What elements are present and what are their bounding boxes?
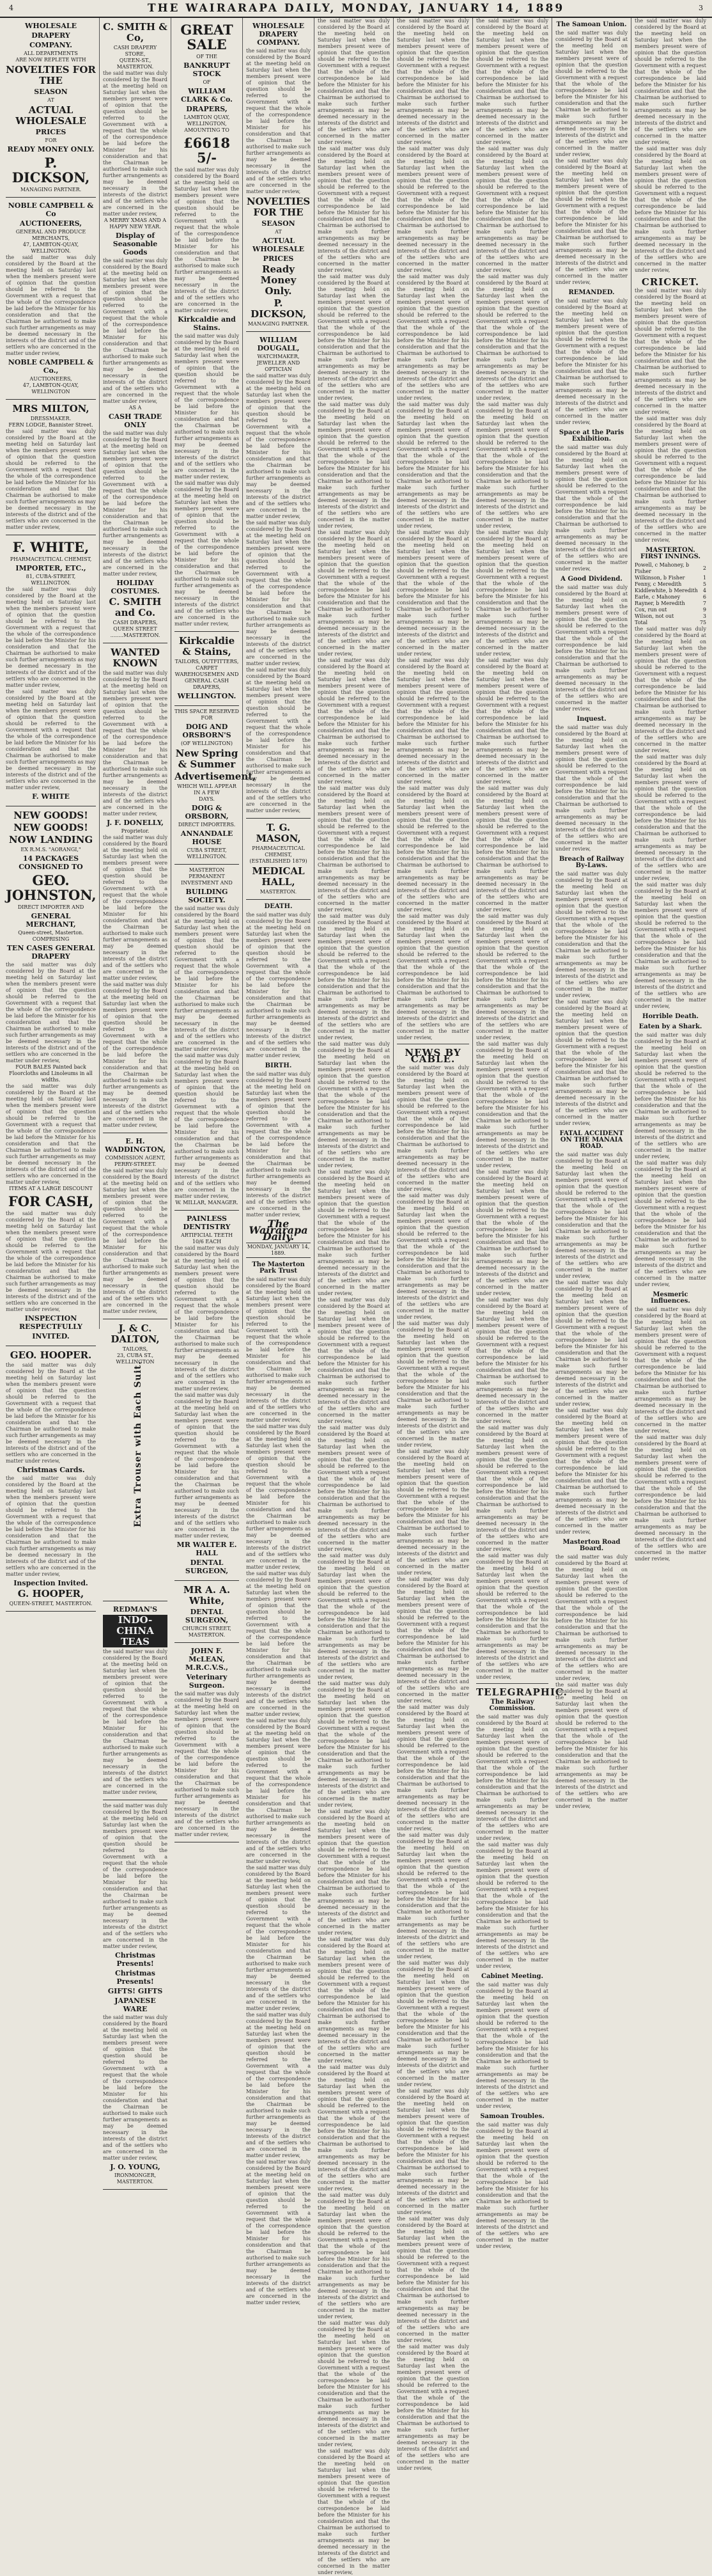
headline-road-board: Masterton Road Board. bbox=[562, 1539, 621, 1552]
ad-waddington: E. H. WADDINGTON, COMMISSION AGENT, PERRY-STREET. the said matter was duly considered by the Board at the meeting held on Saturday last when the members present were of opinion that the question should be referred to the Government with a request that the whole of the correspondence be laid before the Minister for his consideration and that the Chairman be authorised to make such further arrangements as may be deemed necessary in the interests of the district and of the settlers who are concerned in the matter under review, bbox=[103, 1133, 167, 1319]
ad-novelties: WHOLESALE DRAPERY COMPANY. the said matter was duly considered by the Board at the meeting held on Saturday last when the members present were of opinion that the question should be referred to the Government with a request that the whole of the correspondence be laid before the Minister for his consideration and that the Chairman be authorised to make such further arrangements as may be deemed necessary in the interests of the district and of the settlers who are concerned in the matter under review, NOVELTIES FOR THE SEASON AT ACTUAL WHOLESALE PRICES Ready Money Only. P. DICKSON, MANAGING PARTNER. bbox=[246, 18, 311, 332]
column-6: the said matter was duly considered by the Board at the meeting held on Saturday last when the members present were of opinion that the question should be referred to the Government with a request that the whole of the correspondence be laid before the Minister for his consideration and that the Chairman be authorised to make such further arrangements as may be deemed necessary in the interests of the district and of the settlers who are concerned in the matter under review, the said matter was duly considered by the Board at the meeting held on Saturday last when the members present were of opinion that the question should be referred to the Government with a request that the whole of the correspondence be laid before the Minister for his consideration and that the Chairman be authorised to make such further arrangements as may be deemed necessary in the interests of the district and of the settlers who are concerned in the matter under review, the said matter was duly considered by the Board at the meeting held on Saturday last when the members present were of opinion that the question should be referred to the Government with a request that the whole of the correspondence be laid before the Minister for his consideration and that the Chairman be authorised to make such further arrangements as may be deemed necessary in the interests of the district and of the settlers who are concerned in the matter under review, the said matter was duly considered by the Board at the meeting held on Saturday last when the members present were of opinion that the question should be referred to the Government with a request that the whole of the correspondence be laid before the Minister for his consideration and that the Chairman be authorised to make such further arrangements as may be deemed necessary in the interests of the district and of the settlers who are concerned in the matter under review, the said matter was duly considered by the Board at the meeting held on Saturday last when the members present were of opinion that the question should be referred to the Government with a request that the whole of the correspondence be laid before the Minister for his consideration and that the Chairman be authorised to make such further arrangements as may be deemed necessary in the interests of the district and of the settlers who are concerned in the matter under review, the said matter was duly considered by the Board at the meeting held on Saturday last when the members present were of opinion that the question should be referred to the Government with a request that the whole of the correspondence be laid before the Minister for his consideration and that the Chairman be authorised to make such further arrangements as may be deemed necessary in the interests of the district and of the settlers who are concerned in the matter under review, the said matter was duly considered by the Board at the meeting held on Saturday last when the members present were of opinion that the question should be referred to the Government with a request that the whole of the correspondence be laid before the Minister for his consideration and that the Chairman be authorised to make such further arrangements as may be deemed necessary in the interests of the district and of the settlers who are concerned in the matter under review, the said matter was duly considered by the Board at the meeting held on Saturday last when the members present were of opinion that the question should be referred to the Government with a request that the whole of the correspondence be laid before the Minister for his consideration and that the Chairman be authorised to make such further arrangements as may be deemed necessary in the interests of the district and of the settlers who are concerned in the matter under review, NEWS BY CABLE. the said matter was duly considered by the Board at the meeting held on Saturday last when the members present were of opinion that the question should be referred to the Government with a request that the whole of the correspondence be laid before the Minister for his consideration and that the Chairman be authorised to make such further arrangements as may be deemed necessary in the interests of the district and of the settlers who are concerned in the matter under review, the said matter was duly considered by the Board at the meeting held on Saturday last when the members present were of opinion that the question should be referred to the Government with a request that the whole of the correspondence be laid before the Minister for his consideration and that the Chairman be authorised to make such further arrangements as may be deemed necessary in the interests of the district and of the settlers who are concerned in the matter under review, the said matter was duly considered by the Board at the meeting held on Saturday last when the members present were of opinion that the question should be referred to the Government with a request that the whole of the correspondence be laid before the Minister for his consideration and that the Chairman be authorised to make such further arrangements as may be deemed necessary in the interests of the district and of the settlers who are concerned in the matter under review, the said matter was duly considered by the Board at the meeting held on Saturday last when the members present were of opinion that the question should be referred to the Government with a request that the whole of the correspondence be laid before the Minister for his consideration and that the Chairman be authorised to make such further arrangements as may be deemed necessary in the interests of the district and of the settlers who are concerned in the matter under review, the said matter was duly considered by the Board at the meeting held on Saturday last when the members present were of opinion that the question should be referred to the Government with a request that the whole of the correspondence be laid before the Minister for his consideration and that the Chairman be authorised to make such further arrangements as may be deemed necessary in the interests of the district and of the settlers who are concerned in the matter under review, the said matter was duly considered by the Board at the meeting held on Saturday last when the members present were of opinion that the question should be referred to the Government with a request that the whole of the correspondence be laid before the Minister for his consideration and that the Chairman be authorised to make such further arrangements as may be deemed necessary in the interests of the district and of the settlers who are concerned in the matter under review, the said matter was duly considered by the Board at the meeting held on Saturday last when the members present were of opinion that the question should be referred to the Government with a request that the whole of the correspondence be laid before the Minister for his consideration and that the Chairman be authorised to make such further arrangements as may be deemed necessary in the interests of the district and of the settlers who are concerned in the matter under review, the said matter was duly considered by the Board at the meeting held on Saturday last when the members present were of opinion that the question should be referred to the Government with a request that the whole of the correspondence be laid before the Minister for his consideration and that the Chairman be authorised to make such further arrangements as may be deemed necessary in the interests of the district and of the settlers who are concerned in the matter under review, the said matter was duly considered by the Board at the meeting held on Saturday last when the members present were of opinion that the question should be referred to the Government with a request that the whole of the correspondence be laid before the Minister for his consideration and that the Chairman be authorised to make such further arrangements as may be deemed necessary in the interests of the district and of the settlers who are concerned in the matter under review, the said matter was duly considered by the Board at the meeting held on Saturday last when the members present were of opinion that the question should be referred to the Government with a request that the whole of the correspondence be laid before the Minister for his consideration and that the Chairman be authorised to make such further arrangements as may be deemed necessary in the interests of the district and of the settlers who are concerned in the matter under review, the said matter was duly considered by the Board at the meeting held on Saturday last when the members present were of opinion that the question should be referred to the Government with a request that the whole of the correspondence be laid before the Minister for his consideration and that the Chairman be authorised to make such further arrangements as may be deemed necessary in the interests of the district and of the settlers who are concerned in the matter under review, bbox=[394, 18, 473, 1329]
ad-c-smith: C. SMITH & Co, CASH DRAPERY STORE, QUEEN-ST., MASTERTON. the said matter was duly considered by the Board at the meeting held on Saturday last when the members present were of opinion that the question should be referred to the Government with a request that the whole of the correspondence be laid before the Minister for his consideration and that the Chairman be authorised to make such further arrangements as may be deemed necessary in the interests of the district and of the settlers who are concerned in the matter under review, A MERRY XMAS AND A HAPPY NEW YEAR. Display of Seasonable Goods the said matter was duly considered by the Board at the meeting held on Saturday last when the members present were of opinion that the question should be referred to the Government with a request that the whole of the correspondence be laid before the Minister for his consideration and that the Chairman be authorised to make such further arrangements as may be deemed necessary in the interests of the district and of the settlers who are concerned in the matter under review, AS A CASH TRADE ONLY the said matter was duly considered by the Board at the meeting held on Saturday last when the members present were of opinion that the question should be referred to the Government with a request that the whole of the correspondence be laid before the Minister for his consideration and that the Chairman be authorised to make such further arrangements as may be deemed necessary in the interests of the district and of the settlers who are concerned in the matter under review, HOLIDAY COSTUMES. C. SMITH and Co. CASH DRAPERS, QUEEN STREET ........MASTERTON. bbox=[103, 18, 167, 643]
scores-total-row: Total 75 bbox=[635, 620, 706, 625]
headline-fatal-accident: FATAL ACCIDENT ON THE MANAIA ROAD. bbox=[559, 1130, 624, 1150]
ad-building-society: MASTERTON PERMANENT INVESTMENT AND BUILDING SOCIETY. the said matter was duly considered by the Board at the meeting held on Saturday last when the members present were of opinion that the question should be referred to the Government with a request that the whole of the correspondence be laid before the Minister for his consideration and that the Chairman be authorised to make such further arrangements as may be deemed necessary in the interests of the district and of the settlers who are concerned in the matter under review, the said matter was duly considered by the Board at the meeting held on Saturday last when the members present were of opinion that the question should be referred to the Government with a request that the whole of the correspondence be laid before the Minister for his consideration and that the Chairman be authorised to make such further arrangements as may be deemed necessary in the interests of the district and of the settlers who are concerned in the matter under review, W. MILLAR, MANAGER. bbox=[174, 865, 239, 1211]
extra-trouser-banner: Extra Trouser with Each Suit. bbox=[133, 1360, 143, 1528]
headline-good-dividend: A Good Dividend. bbox=[561, 576, 623, 583]
score-row bbox=[635, 601, 706, 607]
notices: DEATH. the said matter was duly considered by the Board at the meeting held on Saturday last when the members present were of opinion that the question should be referred to the Government with a request that the whole of the correspondence be laid before the Minister for his consideration and that the Chairman be authorised to make such further arrangements as may be deemed necessary in the interests of the district and of the settlers who are concerned in the matter under review, BIRTH. the said matter was duly considered by the Board at the meeting held on Saturday last when the members present were of opinion that the question should be referred to the Government with a request that the whole of the correspondence be laid before the Minister for his consideration and that the Chairman be authorised to make such further arrangements as may be deemed necessary in the interests of the district and of the settlers who are concerned in the matter under review, bbox=[246, 903, 311, 1218]
headline-horrible-death: Horrible Death. bbox=[642, 1013, 699, 1020]
headline-park-trust: The Masterton Park Trust bbox=[252, 1261, 305, 1275]
ad-mrs-milton: MRS MILTON, DRESSMAKER. FERN LODGE, Bannister Street. the said matter was duly considered by the Board at the meeting held on Saturday last when the members present were of opinion that the question should be referred to the Government with a request that the whole of the correspondence be laid before the Minister for his consideration and that the Chairman be authorised to make such further arrangements as may be deemed necessary in the interests of the district and of the settlers who are concerned in the matter under review, bbox=[6, 400, 96, 535]
batsman-runs: 6 bbox=[702, 594, 706, 600]
ad-noble-campbell: NOBLE CAMPBELL & Co AUCTIONEERS, GENERAL AND PRODUCE MERCHANTS, 47, LAMBTON-QUAY, WELLINGTON. the said matter was duly considered by the Board at the meeting held on Saturday last when the members present were of opinion that the question should be referred to the Government with a request that the whole of the correspondence be laid before the Minister for his consideration and that the Chairman be authorised to make such further arrangements as may be deemed necessary in the interests of the district and of the settlers who are concerned in the matter under review, NOBLE CAMPBELL & Co., AUCTIONEERS, 47, LAMBTON-QUAY, WELLINGTON bbox=[6, 198, 96, 400]
newspaper-nameplate: The Wairarapa Daily. bbox=[249, 1218, 308, 1243]
headline-news-by-cable: NEWS BY CABLE. bbox=[405, 1047, 461, 1065]
column-8: The Samoan Union. the said matter was duly considered by the Board at the meeting held on Saturday last when the members present were of opinion that the question should be referred to the Government with a request that the whole of the correspondence be laid before the Minister for his consideration and that the Chairman be authorised to make such further arrangements as may be deemed necessary in the interests of the district and of the settlers who are concerned in the matter under review, the said matter was duly considered by the Board at the meeting held on Saturday last when the members present were of opinion that the question should be referred to the Government with a request that the whole of the correspondence be laid before the Minister for his consideration and that the Chairman be authorised to make such further arrangements as may be deemed necessary in the interests of the district and of the settlers who are concerned in the matter under review, REMANDED. the said matter was duly considered by the Board at the meeting held on Saturday last when the members present were of opinion that the question should be referred to the Government with a request that the whole of the correspondence be laid before the Minister for his consideration and that the Chairman be authorised to make such further arrangements as may be deemed necessary in the interests of the district and of the settlers who are concerned in the matter under review, Space at the Paris Exhibition. the said matter was duly considered by the Board at the meeting held on Saturday last when the members present were of opinion that the question should be referred to the Government with a request that the whole of the correspondence be laid before the Minister for his consideration and that the Chairman be authorised to make such further arrangements as may be deemed necessary in the interests of the district and of the settlers who are concerned in the matter under review, A Good Dividend. the said matter was duly considered by the Board at the meeting held on Saturday last when the members present were of opinion that the question should be referred to the Government with a request that the whole of the correspondence be laid before the Minister for his consideration and that the Chairman be authorised to make such further arrangements as may be deemed necessary in the interests of the district and of the settlers who are concerned in the matter under review, Inquest. the said matter was duly considered by the Board at the meeting held on Saturday last when the members present were of opinion that the question should be referred to the Government with a request that the whole of the correspondence be laid before the Minister for his consideration and that the Chairman be authorised to make such further arrangements as may be deemed necessary in the interests of the district and of the settlers who are concerned in the matter under review, Breach of Railway By-Laws. the said matter was duly considered by the Board at the meeting held on Saturday last when the members present were of opinion that the question should be referred to the Government with a request that the whole of the correspondence be laid before the Minister for his consideration and that the Chairman be authorised to make such further arrangements as may be deemed necessary in the interests of the district and of the settlers who are concerned in the matter under review, the said matter was duly considered by the Board at the meeting held on Saturday last when the members present were of opinion that the question should be referred to the Government with a request that the whole of the correspondence be laid before the Minister for his consideration and that the Chairman be authorised to make such further arrangements as may be deemed necessary in the interests of the district and of the settlers who are concerned in the matter under review, FATAL ACCIDENT ON THE MANAIA ROAD. the said matter was duly considered by the Board at the meeting held on Saturday last when the members present were of opinion that the question should be referred to the Government with a request that the whole of the correspondence be laid before the Minister for his consideration and that the Chairman be authorised to make such further arrangements as may be deemed necessary in the interests of the district and of the settlers who are concerned in the matter under review, the said matter was duly considered by the Board at the meeting held on Saturday last when the members present were of opinion that the question should be referred to the Government with a request that the whole of the correspondence be laid before the Minister for his consideration and that the Chairman be authorised to make such further arrangements as may be deemed necessary in the interests of the district and of the settlers who are concerned in the matter under review, the said matter was duly considered by the Board at the meeting held on Saturday last when the members present were of opinion that the question should be referred to the Government with a request that the whole of the correspondence be laid before the Minister for his consideration and that the Chairman be authorised to make such further arrangements as may be deemed necessary in the interests of the district and of the settlers who are concerned in the matter under review, Masterton Road Board. the said matter was duly considered by the Board at the meeting held on Saturday last when the members present were of opinion that the question should be referred to the Government with a request that the whole of the correspondence be laid before the Minister for his consideration and that the Chairman be authorised to make such further arrangements as may be deemed necessary in the interests of the district and of the settlers who are concerned in the matter under review, the said matter was duly considered by the Board at the meeting held on Saturday last when the members present were of opinion that the question should be referred to the Government with a request that the whole of the correspondence be laid before the Minister for his consideration and that the Chairman be authorised to make such further arrangements as may be deemed necessary in the interests of the district and of the settlers who are concerned in the matter under review, bbox=[552, 18, 631, 1329]
ad-veterinary-surgeon: JOHN F. McLEAN, M.R.C.V.S., Veterinary Surgeon. the said matter was duly considered by the Board at the meeting held on Saturday last when the members present were of opinion that the question should be referred to the Government with a request that the whole of the correspondence be laid before the Minister for his consideration and that the Chairman be authorised to make such further arrangements as may be deemed necessary in the interests of the district and of the settlers who are concerned in the matter under review, bbox=[174, 1643, 239, 1842]
batsman-runs: 4 bbox=[702, 588, 706, 593]
batsman-runs: 3 bbox=[702, 613, 706, 619]
ad-doig-orsborn: THIS SPACE RESERVED FOR DOIG AND ORSBORN'S (OF WELLINGTON) New Spring & Summer Advertisement, WHICH WILL APPEAR IN A FEW DAYS. DOIG & ORSBORN, DIRECT IMPORTERS. ANNANDALE HOUSE CUBA STREET, WELLINGTON. bbox=[174, 706, 239, 865]
batsman-name: Wilkinson, b Fisher bbox=[635, 575, 685, 581]
score-row bbox=[635, 613, 706, 620]
batsman-runs: 7 bbox=[702, 601, 706, 606]
score-row bbox=[635, 575, 706, 581]
column-4: WHOLESALE DRAPERY COMPANY. the said matter was duly considered by the Board at the meeting held on Saturday last when the members present were of opinion that the question should be referred to the Government with a request that the whole of the correspondence be laid before the Minister for his consideration and that the Chairman be authorised to make such further arrangements as may be deemed necessary in the interests of the district and of the settlers who are concerned in the matter under review, NOVELTIES FOR THE SEASON AT ACTUAL WHOLESALE PRICES Ready Money Only. P. DICKSON, MANAGING PARTNER. WILLIAM DOUGALL, WATCHMAKER, JEWELLER AND OPTICIAN the said matter was duly considered by the Board at the meeting held on Saturday last when the members present were of opinion that the question should be referred to the Government with a request that the whole of the correspondence be laid before the Minister for his consideration and that the Chairman be authorised to make such further arrangements as may be deemed necessary in the interests of the district and of the settlers who are concerned in the matter under review, the said matter was duly considered by the Board at the meeting held on Saturday last when the members present were of opinion that the question should be referred to the Government with a request that the whole of the correspondence be laid before the Minister for his consideration and that the Chairman be authorised to make such further arrangements as may be deemed necessary in the interests of the district and of the settlers who are concerned in the matter under review, the said matter was duly considered by the Board at the meeting held on Saturday last when the members present were of opinion that the question should be referred to the Government with a request that the whole of the correspondence be laid before the Minister for his consideration and that the Chairman be authorised to make such further arrangements as may be deemed necessary in the interests of the district and of the settlers who are concerned in the matter under review, T. G. MASON, PHARMACEUTICAL CHEMIST, (ESTABLISHED 1879) MEDICAL HALL, MASTERTON. DEATH. the said matter was duly considered by the Board at the meeting held on Saturday last when the members present were of opinion that the question should be referred to the Government with a request that the whole of the correspondence be laid before the Minister for his consideration and that the Chairman be authorised to make such further arrangements as may be deemed necessary in the interests of the district and of the settlers who are concerned in the matter under review, BIRTH. the said matter was duly considered by the Board at the meeting held on Saturday last when the members present were of opinion that the question should be referred to the Government with a request that the whole of the correspondence be laid before the Minister for his consideration and that the Chairman be authorised to make such further arrangements as may be deemed necessary in the interests of the district and of the settlers who are concerned in the matter under review, The Wairarapa Daily. MONDAY, JANUARY 14, 1889. The Masterton Park Trust the said matter was duly considered by the Board at the meeting held on Saturday last when the members present were of opinion that the question should be referred to the Government with a request that the whole of the correspondence be laid before the Minister for his consideration and that the Chairman be authorised to make such further arrangements as may be deemed necessary in the interests of the district and of the settlers who are concerned in the matter under review, the said matter was duly considered by the Board at the meeting held on Saturday last when the members present were of opinion that the question should be referred to the Government with a request that the whole of the correspondence be laid before the Minister for his consideration and that the Chairman be authorised to make such further arrangements as may be deemed necessary in the interests of the district and of the settlers who are concerned in the matter under review, the said matter was duly considered by the Board at the meeting held on Saturday last when the members present were of opinion that the question should be referred to the Government with a request that the whole of the correspondence be laid before the Minister for his consideration and that the Chairman be authorised to make such further arrangements as may be deemed necessary in the interests of the district and of the settlers who are concerned in the matter under review, the said matter was duly considered by the Board at the meeting held on Saturday last when the members present were of opinion that the question should be referred to the Government with a request that the whole of the correspondence be laid before the Minister for his consideration and that the Chairman be authorised to make such further arrangements as may be deemed necessary in the interests of the district and of the settlers who are concerned in the matter under review, the said matter was duly considered by the Board at the meeting held on Saturday last when the members present were of opinion that the question should be referred to the Government with a request that the whole of the correspondence be laid before the Minister for his consideration and that the Chairman be authorised to make such further arrangements as may be deemed necessary in the interests of the district and of the settlers who are concerned in the matter under review, the said matter was duly considered by the Board at the meeting held on Saturday last when the members present were of opinion that the question should be referred to the Government with a request that the whole of the correspondence be laid before the Minister for his consideration and that the Chairman be authorised to make such further arrangements as may be deemed necessary in the interests of the district and of the settlers who are concerned in the matter under review, the said matter was duly considered by the Board at the meeting held on Saturday last when the members present were of opinion that the question should be referred to the Government with a request that the whole of the correspondence be laid before the Minister for his consideration and that the Chairman be authorised to make such further arrangements as may be deemed necessary in the interests of the district and of the settlers who are concerned in the matter under review, bbox=[243, 18, 314, 1329]
headline-mesmeric: Mesmeric Influences. bbox=[651, 1291, 690, 1305]
ad-christmas-presents: the said matter was duly considered by the Board at the meeting held on Saturday last when the members present were of opinion that the question should be referred to the Government with a request that the whole of the correspondence be laid before the Minister for his consideration and that the Chairman be authorised to make such further arrangements as may be deemed necessary in the interests of the district and of the settlers who are concerned in the matter under review, Christmas Presents! Christmas Presents! GIFTS! GIFTS JAPANESE WARE the said matter was duly considered by the Board at the meeting held on Saturday last when the members present were of opinion that the question should be referred to the Government with a request that the whole of the correspondence be laid before the Minister for his consideration and that the Chairman be authorised to make such further arrangements as may be deemed necessary in the interests of the district and of the settlers who are concerned in the matter under review, J. O. YOUNG, IRONMONGER, MASTERTON. bbox=[103, 1800, 167, 2190]
column-7: the said matter was duly considered by the Board at the meeting held on Saturday last when the members present were of opinion that the question should be referred to the Government with a request that the whole of the correspondence be laid before the Minister for his consideration and that the Chairman be authorised to make such further arrangements as may be deemed necessary in the interests of the district and of the settlers who are concerned in the matter under review, the said matter was duly considered by the Board at the meeting held on Saturday last when the members present were of opinion that the question should be referred to the Government with a request that the whole of the correspondence be laid before the Minister for his consideration and that the Chairman be authorised to make such further arrangements as may be deemed necessary in the interests of the district and of the settlers who are concerned in the matter under review, the said matter was duly considered by the Board at the meeting held on Saturday last when the members present were of opinion that the question should be referred to the Government with a request that the whole of the correspondence be laid before the Minister for his consideration and that the Chairman be authorised to make such further arrangements as may be deemed necessary in the interests of the district and of the settlers who are concerned in the matter under review, the said matter was duly considered by the Board at the meeting held on Saturday last when the members present were of opinion that the question should be referred to the Government with a request that the whole of the correspondence be laid before the Minister for his consideration and that the Chairman be authorised to make such further arrangements as may be deemed necessary in the interests of the district and of the settlers who are concerned in the matter under review, the said matter was duly considered by the Board at the meeting held on Saturday last when the members present were of opinion that the question should be referred to the Government with a request that the whole of the correspondence be laid before the Minister for his consideration and that the Chairman be authorised to make such further arrangements as may be deemed necessary in the interests of the district and of the settlers who are concerned in the matter under review, the said matter was duly considered by the Board at the meeting held on Saturday last when the members present were of opinion that the question should be referred to the Government with a request that the whole of the correspondence be laid before the Minister for his consideration and that the Chairman be authorised to make such further arrangements as may be deemed necessary in the interests of the district and of the settlers who are concerned in the matter under review, the said matter was duly considered by the Board at the meeting held on Saturday last when the members present were of opinion that the question should be referred to the Government with a request that the whole of the correspondence be laid before the Minister for his consideration and that the Chairman be authorised to make such further arrangements as may be deemed necessary in the interests of the district and of the settlers who are concerned in the matter under review, the said matter was duly considered by the Board at the meeting held on Saturday last when the members present were of opinion that the question should be referred to the Government with a request that the whole of the correspondence be laid before the Minister for his consideration and that the Chairman be authorised to make such further arrangements as may be deemed necessary in the interests of the district and of the settlers who are concerned in the matter under review, the said matter was duly considered by the Board at the meeting held on Saturday last when the members present were of opinion that the question should be referred to the Government with a request that the whole of the correspondence be laid before the Minister for his consideration and that the Chairman be authorised to make such further arrangements as may be deemed necessary in the interests of the district and of the settlers who are concerned in the matter under review, the said matter was duly considered by the Board at the meeting held on Saturday last when the members present were of opinion that the question should be referred to the Government with a request that the whole of the correspondence be laid before the Minister for his consideration and that the Chairman be authorised to make such further arrangements as may be deemed necessary in the interests of the district and of the settlers who are concerned in the matter under review, the said matter was duly considered by the Board at the meeting held on Saturday last when the members present were of opinion that the question should be referred to the Government with a request that the whole of the correspondence be laid before the Minister for his consideration and that the Chairman be authorised to make such further arrangements as may be deemed necessary in the interests of the district and of the settlers who are concerned in the matter under review, the said matter was duly considered by the Board at the meeting held on Saturday last when the members present were of opinion that the question should be referred to the Government with a request that the whole of the correspondence be laid before the Minister for his consideration and that the Chairman be authorised to make such further arrangements as may be deemed necessary in the interests of the district and of the settlers who are concerned in the matter under review, the said matter was duly considered by the Board at the meeting held on Saturday last when the members present were of opinion that the question should be referred to the Government with a request that the whole of the correspondence be laid before the Minister for his consideration and that the Chairman be authorised to make such further arrangements as may be deemed necessary in the interests of the district and of the settlers who are concerned in the matter under review, TELEGRAPHIC. The Railway Commission. the said matter was duly considered by the Board at the meeting held on Saturday last when the members present were of opinion that the question should be referred to the Government with a request that the whole of the correspondence be laid before the Minister for his consideration and that the Chairman be authorised to make such further arrangements as may be deemed necessary in the interests of the district and of the settlers who are concerned in the matter under review, the said matter was duly considered by the Board at the meeting held on Saturday last when the members present were of opinion that the question should be referred to the Government with a request that the whole of the correspondence be laid before the Minister for his consideration and that the Chairman be authorised to make such further arrangements as may be deemed necessary in the interests of the district and of the settlers who are concerned in the matter under review, Cabinet Meeting. the said matter was duly considered by the Board at the meeting held on Saturday last when the members present were of opinion that the question should be referred to the Government with a request that the whole of the correspondence be laid before the Minister for his consideration and that the Chairman be authorised to make such further arrangements as may be deemed necessary in the interests of the district and of the settlers who are concerned in the matter under review, Samoan Troubles. the said matter was duly considered by the Board at the meeting held on Saturday last when the members present were of opinion that the question should be referred to the Government with a request that the whole of the correspondence be laid before the Minister for his consideration and that the Chairman be authorised to make such further arrangements as may be deemed necessary in the interests of the district and of the settlers who are concerned in the matter under review, bbox=[473, 18, 552, 1329]
batsman-name: Fenny, c Meredith bbox=[635, 581, 682, 587]
batsman-name: Earle, c Mahoney bbox=[635, 594, 681, 600]
headline-railway-bylaws: Breach of Railway By-Laws. bbox=[559, 856, 624, 869]
column-3 bbox=[171, 18, 256, 1837]
column-9: the said matter was duly considered by the Board at the meeting held on Saturday last when the members present were of opinion that the question should be referred to the Government with a request that the whole of the correspondence be laid before the Minister for his consideration and that the Chairman be authorised to make such further arrangements as may be deemed necessary in the interests of the district and of the settlers who are concerned in the matter under review, the said matter was duly considered by the Board at the meeting held on Saturday last when the members present were of opinion that the question should be referred to the Government with a request that the whole of the correspondence be laid before the Minister for his consideration and that the Chairman be authorised to make such further arrangements as may be deemed necessary in the interests of the district and of the settlers who are concerned in the matter under review, CRICKET. the said matter was duly considered by the Board at the meeting held on Saturday last when the members present were of opinion that the question should be referred to the Government with a request that the whole of the correspondence be laid before the Minister for his consideration and that the Chairman be authorised to make such further arrangements as may be deemed necessary in the interests of the district and of the settlers who are concerned in the matter under review, the said matter was duly considered by the Board at the meeting held on Saturday last when the members present were of opinion that the question should be referred to the Government with a request that the whole of the correspondence be laid before the Minister for his consideration and that the Chairman be authorised to make such further arrangements as may be deemed necessary in the interests of the district and of the settlers who are concerned in the matter under review, MASTERTON. FIRST INNINGS. Powell, c Mahoney, b Fisher 2 Wilkinson, b Fisher 1 Fenny, c Meredith 5 Kiddlewhite, b Meredith 4 Earle, c Mahoney 6 Rayner, b Meredith 7 Cox, run out 9 Wilson, not out 3 Total 75 the said matter was duly considered by the Board at the meeting held on Saturday last when the members present were of opinion that the question should be referred to the Government with a request that the whole of the correspondence be laid before the Minister for his consideration and that the Chairman be authorised to make such further arrangements as may be deemed necessary in the interests of the district and of the settlers who are concerned in the matter under review, the said matter was duly considered by the Board at the meeting held on Saturday last when the members present were of opinion that the question should be referred to the Government with a request that the whole of the correspondence be laid before the Minister for his consideration and that the Chairman be authorised to make such further arrangements as may be deemed necessary in the interests of the district and of the settlers who are concerned in the matter under review, the said matter was duly considered by the Board at the meeting held on Saturday last when the members present were of opinion that the question should be referred to the Government with a request that the whole of the correspondence be laid before the Minister for his consideration and that the Chairman be authorised to make such further arrangements as may be deemed necessary in the interests of the district and of the settlers who are concerned in the matter under review, Horrible Death. Eaten by a Shark. the said matter was duly considered by the Board at the meeting held on Saturday last when the members present were of opinion that the question should be referred to the Government with a request that the whole of the correspondence be laid before the Minister for his consideration and that the Chairman be authorised to make such further arrangements as may be deemed necessary in the interests of the district and of the settlers who are concerned in the matter under review, the said matter was duly considered by the Board at the meeting held on Saturday last when the members present were of opinion that the question should be referred to the Government with a request that the whole of the correspondence be laid before the Minister for his consideration and that the Chairman be authorised to make such further arrangements as may be deemed necessary in the interests of the district and of the settlers who are concerned in the matter under review, Mesmeric Influences. the said matter was duly considered by the Board at the meeting held on Saturday last when the members present were of opinion that the question should be referred to the Government with a request that the whole of the correspondence be laid before the Minister for his consideration and that the Chairman be authorised to make such further arrangements as may be deemed necessary in the interests of the district and of the settlers who are concerned in the matter under review, the said matter was duly considered by the Board at the meeting held on Saturday last when the members present were of opinion that the question should be referred to the Government with a request that the whole of the correspondence be laid before the Minister for his consideration and that the Chairman be authorised to make such further arrangements as may be deemed necessary in the interests of the district and of the settlers who are concerned in the matter under review, bbox=[635, 18, 706, 1562]
ad-new-goods: NEW GOODS! NEW GOODS! NOW LANDING EX R.M.S. "AORANGI," 14 PACKAGES CONSIGNED TO GEO. JOHNSTON, DIRECT IMPORTER AND GENERAL MERCHANT, Queen-street, Masterton. COMPRISING TEN CASES GENERAL DRAPERY the said matter was duly considered by the Board at the meeting held on Saturday last when the members present were of opinion that the question should be referred to the Government with a request that the whole of the correspondence be laid before the Minister for his consideration and that the Chairman be authorised to make such further arrangements as may be deemed necessary in the interests of the district and of the settlers who are concerned in the matter under review, FOUR BALES Painted back Floorcloths and Linoleums in all widths. the said matter was duly considered by the Board at the meeting held on Saturday last when the members present were of opinion that the question should be referred to the Government with a request that the whole of the correspondence be laid before the Minister for his consideration and that the Chairman be authorised to make such further arrangements as may be deemed necessary in the interests of the district and of the settlers who are concerned in the matter under review, ITEMS AT A LARGE DISCOUNT FOR CASH, the said matter was duly considered by the Board at the meeting held on Saturday last when the members present were of opinion that the question should be referred to the Government with a request that the whole of the correspondence be laid before the Minister for his consideration and that the Chairman be authorised to make such further arrangements as may be deemed necessary in the interests of the district and of the settlers who are concerned in the matter under review, INSPECTION RESPECTFULLY INVITED. bbox=[6, 806, 96, 1346]
ad-dental-surgeon: MR A. A. White, DENTAL SURGEON, CHURCH STREET, MASTERTON. bbox=[174, 1581, 239, 1643]
batsman-name: Kiddlewhite, b Meredith bbox=[635, 588, 698, 593]
score-row bbox=[635, 588, 706, 594]
scores-title: MASTERTON. FIRST INNINGS. bbox=[640, 547, 700, 560]
ad-great-sale: GREAT SALE OF THE BANKRUPT STOCK OF WILLIAM CLARK & Co. DRAPERS, LAMBTON QUAY, WELLINGTON, AMOUNTING TO £6618 5/- the said matter was duly considered by the Board at the meeting held on Saturday last when the members present were of opinion that the question should be referred to the Government with a request that the whole of the correspondence be laid before the Minister for his consideration and that the Chairman be authorised to make such further arrangements as may be deemed necessary in the interests of the district and of the settlers who are concerned in the matter under review, Kirkcaldie and Stains. the said matter was duly considered by the Board at the meeting held on Saturday last when the members present were of opinion that the question should be referred to the Government with a request that the whole of the correspondence be laid before the Minister for his consideration and that the Chairman be authorised to make such further arrangements as may be deemed necessary in the interests of the district and of the settlers who are concerned in the matter under review, the said matter was duly considered by the Board at the meeting held on Saturday last when the members present were of opinion that the question should be referred to the Government with a request that the whole of the correspondence be laid before the Minister for his consideration and that the Chairman be authorised to make such further arrangements as may be deemed necessary in the interests of the district and of the settlers who are concerned in the matter under review, bbox=[174, 18, 239, 632]
headline-remanded: REMANDED. bbox=[568, 289, 615, 296]
ad-f-white: F. WHITE, PHARMACEUTICAL CHEMIST, IMPORTER, ETC., 81, CUBA-STREET, WELLINGTON. the said matter was duly considered by the Board at the meeting held on Saturday last when the members present were of opinion that the question should be referred to the Government with a request that the whole of the correspondence be laid before the Minister for his consideration and that the Chairman be authorised to make such further arrangements as may be deemed necessary in the interests of the district and of the settlers who are concerned in the matter under review, the said matter was duly considered by the Board at the meeting held on Saturday last when the members present were of opinion that the question should be referred to the Government with a request that the whole of the correspondence be laid before the Minister for his consideration and that the Chairman be authorised to make such further arrangements as may be deemed necessary in the interests of the district and of the settlers who are concerned in the matter under review, F. WHITE bbox=[6, 535, 96, 806]
batsman-runs: 1 bbox=[702, 575, 706, 581]
ad-wholesale-drapery: WHOLESALE DRAPERY COMPANY. ALL DEPARTMENTS ARE NOW REPLETE WITH NOVELTIES FOR THE SEASON AT ACTUAL WHOLESALE PRICES FOR READY MONEY ONLY. P. DICKSON, MANAGING PARTNER. bbox=[6, 18, 96, 198]
batsman-name: Cox, run out bbox=[635, 607, 667, 613]
headline-railway-commission: The Railway Commission. bbox=[489, 1699, 536, 1712]
ad-painless-dentistry: PAINLESS DENTISTRY ARTIFICIAL TEETH 10/6 EACH the said matter was duly considered by the Board at the meeting held on Saturday last when the members present were of opinion that the question should be referred to the Government with a request that the whole of the correspondence be laid before the Minister for his consideration and that the Chairman be authorised to make such further arrangements as may be deemed necessary in the interests of the district and of the settlers who are concerned in the matter under review, the said matter was duly considered by the Board at the meeting held on Saturday last when the members present were of opinion that the question should be referred to the Government with a request that the whole of the correspondence be laid before the Minister for his consideration and that the Chairman be authorised to make such further arrangements as may be deemed necessary in the interests of the district and of the settlers who are concerned in the matter under review, MR WALTER E. HALL DENTAL SURGEON, bbox=[174, 1211, 239, 1581]
column-5: the said matter was duly considered by the Board at the meeting held on Saturday last when the members present were of opinion that the question should be referred to the Government with a request that the whole of the correspondence be laid before the Minister for his consideration and that the Chairman be authorised to make such further arrangements as may be deemed necessary in the interests of the district and of the settlers who are concerned in the matter under review, the said matter was duly considered by the Board at the meeting held on Saturday last when the members present were of opinion that the question should be referred to the Government with a request that the whole of the correspondence be laid before the Minister for his consideration and that the Chairman be authorised to make such further arrangements as may be deemed necessary in the interests of the district and of the settlers who are concerned in the matter under review, the said matter was duly considered by the Board at the meeting held on Saturday last when the members present were of opinion that the question should be referred to the Government with a request that the whole of the correspondence be laid before the Minister for his consideration and that the Chairman be authorised to make such further arrangements as may be deemed necessary in the interests of the district and of the settlers who are concerned in the matter under review, the said matter was duly considered by the Board at the meeting held on Saturday last when the members present were of opinion that the question should be referred to the Government with a request that the whole of the correspondence be laid before the Minister for his consideration and that the Chairman be authorised to make such further arrangements as may be deemed necessary in the interests of the district and of the settlers who are concerned in the matter under review, the said matter was duly considered by the Board at the meeting held on Saturday last when the members present were of opinion that the question should be referred to the Government with a request that the whole of the correspondence be laid before the Minister for his consideration and that the Chairman be authorised to make such further arrangements as may be deemed necessary in the interests of the district and of the settlers who are concerned in the matter under review, the said matter was duly considered by the Board at the meeting held on Saturday last when the members present were of opinion that the question should be referred to the Government with a request that the whole of the correspondence be laid before the Minister for his consideration and that the Chairman be authorised to make such further arrangements as may be deemed necessary in the interests of the district and of the settlers who are concerned in the matter under review, the said matter was duly considered by the Board at the meeting held on Saturday last when the members present were of opinion that the question should be referred to the Government with a request that the whole of the correspondence be laid before the Minister for his consideration and that the Chairman be authorised to make such further arrangements as may be deemed necessary in the interests of the district and of the settlers who are concerned in the matter under review, the said matter was duly considered by the Board at the meeting held on Saturday last when the members present were of opinion that the question should be referred to the Government with a request that the whole of the correspondence be laid before the Minister for his consideration and that the Chairman be authorised to make such further arrangements as may be deemed necessary in the interests of the district and of the settlers who are concerned in the matter under review, the said matter was duly considered by the Board at the meeting held on Saturday last when the members present were of opinion that the question should be referred to the Government with a request that the whole of the correspondence be laid before the Minister for his consideration and that the Chairman be authorised to make such further arrangements as may be deemed necessary in the interests of the district and of the settlers who are concerned in the matter under review, the said matter was duly considered by the Board at the meeting held on Saturday last when the members present were of opinion that the question should be referred to the Government with a request that the whole of the correspondence be laid before the Minister for his consideration and that the Chairman be authorised to make such further arrangements as may be deemed necessary in the interests of the district and of the settlers who are concerned in the matter under review, the said matter was duly considered by the Board at the meeting held on Saturday last when the members present were of opinion that the question should be referred to the Government with a request that the whole of the correspondence be laid before the Minister for his consideration and that the Chairman be authorised to make such further arrangements as may be deemed necessary in the interests of the district and of the settlers who are concerned in the matter under review, the said matter was duly considered by the Board at the meeting held on Saturday last when the members present were of opinion that the question should be referred to the Government with a request that the whole of the correspondence be laid before the Minister for his consideration and that the Chairman be authorised to make such further arrangements as may be deemed necessary in the interests of the district and of the settlers who are concerned in the matter under review, the said matter was duly considered by the Board at the meeting held on Saturday last when the members present were of opinion that the question should be referred to the Government with a request that the whole of the correspondence be laid before the Minister for his consideration and that the Chairman be authorised to make such further arrangements as may be deemed necessary in the interests of the district and of the settlers who are concerned in the matter under review, the said matter was duly considered by the Board at the meeting held on Saturday last when the members present were of opinion that the question should be referred to the Government with a request that the whole of the correspondence be laid before the Minister for his consideration and that the Chairman be authorised to make such further arrangements as may be deemed necessary in the interests of the district and of the settlers who are concerned in the matter under review, the said matter was duly considered by the Board at the meeting held on Saturday last when the members present were of opinion that the question should be referred to the Government with a request that the whole of the correspondence be laid before the Minister for his consideration and that the Chairman be authorised to make such further arrangements as may be deemed necessary in the interests of the district and of the settlers who are concerned in the matter under review, the said matter was duly considered by the Board at the meeting held on Saturday last when the members present were of opinion that the question should be referred to the Government with a request that the whole of the correspondence be laid before the Minister for his consideration and that the Chairman be authorised to make such further arrangements as may be deemed necessary in the interests of the district and of the settlers who are concerned in the matter under review, the said matter was duly considered by the Board at the meeting held on Saturday last when the members present were of opinion that the question should be referred to the Government with a request that the whole of the correspondence be laid before the Minister for his consideration and that the Chairman be authorised to make such further arrangements as may be deemed necessary in the interests of the district and of the settlers who are concerned in the matter under review, the said matter was duly considered by the Board at the meeting held on Saturday last when the members present were of opinion that the question should be referred to the Government with a request that the whole of the correspondence be laid before the Minister for his consideration and that the Chairman be authorised to make such further arrangements as may be deemed necessary in the interests of the district and of the settlers who are concerned in the matter under review, the said matter was duly considered by the Board at the meeting held on Saturday last when the members present were of opinion that the question should be referred to the Government with a request that the whole of the correspondence be laid before the Minister for his consideration and that the Chairman be authorised to make such further arrangements as may be deemed necessary in the interests of the district and of the settlers who are concerned in the matter under review, the said matter was duly considered by the Board at the meeting held on Saturday last when the members present were of opinion that the question should be referred to the Government with a request that the whole of the correspondence be laid before the Minister for his consideration and that the Chairman be authorised to make such further arrangements as may be deemed necessary in the interests of the district and of the settlers who are concerned in the matter under review, bbox=[314, 18, 394, 1329]
headline-cricket: CRICKET. bbox=[641, 276, 700, 288]
score-row bbox=[635, 562, 706, 575]
page-number-right: 3 bbox=[699, 4, 703, 12]
ad-william-dougall: WILLIAM DOUGALL, WATCHMAKER, JEWELLER AND OPTICIAN the said matter was duly considered by the Board at the meeting held on Saturday last when the members present were of opinion that the question should be referred to the Government with a request that the whole of the correspondence be laid before the Minister for his consideration and that the Chairman be authorised to make such further arrangements as may be deemed necessary in the interests of the district and of the settlers who are concerned in the matter under review, the said matter was duly considered by the Board at the meeting held on Saturday last when the members present were of opinion that the question should be referred to the Government with a request that the whole of the correspondence be laid before the Minister for his consideration and that the Chairman be authorised to make such further arrangements as may be deemed necessary in the interests of the district and of the settlers who are concerned in the matter under review, the said matter was duly considered by the Board at the meeting held on Saturday last when the members present were of opinion that the question should be referred to the Government with a request that the whole of the correspondence be laid before the Minister for his consideration and that the Chairman be authorised to make such further arrangements as may be deemed necessary in the interests of the district and of the settlers who are concerned in the matter under review, bbox=[246, 332, 311, 819]
batsman-name: Wilson, not out bbox=[635, 613, 674, 619]
cricket-scores-table bbox=[635, 562, 706, 626]
headline-eaten-by-shark: Eaten by a Shark. bbox=[638, 1023, 702, 1030]
masthead bbox=[0, 0, 712, 18]
ad-wanted-known: WANTED KNOWN the said matter was duly considered by the Board at the meeting held on Saturday last when the members present were of opinion that the question should be referred to the Government with a request that the whole of the correspondence be laid before the Minister for his consideration and that the Chairman be authorised to make such further arrangements as may be deemed necessary in the interests of the district and of the settlers who are concerned in the matter under review, J. F. DONELLY, Proprietor. the said matter was duly considered by the Board at the meeting held on Saturday last when the members present were of opinion that the question should be referred to the Government with a request that the whole of the correspondence be laid before the Minister for his consideration and that the Chairman be authorised to make such further arrangements as may be deemed necessary in the interests of the district and of the settlers who are concerned in the matter under review, the said matter was duly considered by the Board at the meeting held on Saturday last when the members present were of opinion that the question should be referred to the Government with a request that the whole of the correspondence be laid before the Minister for his consideration and that the Chairman be authorised to make such further arrangements as may be deemed necessary in the interests of the district and of the settlers who are concerned in the matter under review, bbox=[103, 643, 167, 1133]
dateline: MONDAY, JANUARY 14, 1889. bbox=[246, 1243, 311, 1258]
score-row bbox=[635, 581, 706, 588]
score-row bbox=[635, 594, 706, 601]
headline-cabinet-meeting: Cabinet Meeting. bbox=[481, 1973, 543, 1980]
ad-kirkcaldie-stains: Kirkcaldie & Stains, TAILORS, OUTFITTERS, CARPET WAREHOUSEMEN AND GENERAL CASH DRAPERS, WELLINGTON. bbox=[174, 632, 239, 706]
batsman-name: Rayner, b Meredith bbox=[635, 601, 685, 606]
headline-samoan-union: The Samoan Union. bbox=[556, 21, 627, 28]
batsman-runs: 5 bbox=[702, 581, 706, 587]
headline-telegraphic: TELEGRAPHIC. bbox=[476, 1686, 568, 1698]
batsman-name: Powell, c Mahoney, b Fisher bbox=[635, 562, 690, 574]
ad-tg-mason: T. G. MASON, PHARMACEUTICAL CHEMIST, (ESTABLISHED 1879) MEDICAL HALL, MASTERTON. bbox=[246, 819, 311, 900]
batsman-runs: 9 bbox=[702, 607, 706, 613]
column-1 bbox=[3, 18, 100, 1606]
headline-samoan-troubles: Samoan Troubles. bbox=[480, 2113, 545, 2120]
page-number-left: 4 bbox=[9, 4, 13, 12]
ad-dalton: J. & C. DALTON, TAILORS, 23, CUBA ST., WELLINGTON Extra Trouser with Each Suit. bbox=[103, 1319, 167, 1601]
headline-paris-exhibition: Space at the Paris Exhibition. bbox=[559, 429, 624, 443]
ad-geo-hooper: GEO. HOOPER. the said matter was duly considered by the Board at the meeting held on Saturday last when the members present were of opinion that the question should be referred to the Government with a request that the whole of the correspondence be laid before the Minister for his consideration and that the Chairman be authorised to make such further arrangements as may be deemed necessary in the interests of the district and of the settlers who are concerned in the matter under review, Christmas Cards. the said matter was duly considered by the Board at the meeting held on Saturday last when the members present were of opinion that the question should be referred to the Government with a request that the whole of the correspondence be laid before the Minister for his consideration and that the Chairman be authorised to make such further arrangements as may be deemed necessary in the interests of the district and of the settlers who are concerned in the matter under review, Inspection Invited. G. HOOPER, QUEEN-STREET, MASTERTON. bbox=[6, 1346, 96, 1612]
page-title: THE WAIRARAPA DAILY, MONDAY, JANUARY 14, 1889 bbox=[147, 2, 565, 15]
score-row bbox=[635, 607, 706, 613]
batsman-runs: 2 bbox=[702, 565, 706, 571]
column-2 bbox=[100, 18, 171, 2185]
ad-redmans-teas: REDMAN'S INDO-CHINA TEAS the said matter was duly considered by the Board at the meeting held on Saturday last when the members present were of opinion that the question should be referred to the Government with a request that the whole of the correspondence be laid before the Minister for his consideration and that the Chairman be authorised to make such further arrangements as may be deemed necessary in the interests of the district and of the settlers who are concerned in the matter under review, bbox=[103, 1601, 167, 1800]
headline-inquest: Inquest. bbox=[577, 716, 607, 723]
